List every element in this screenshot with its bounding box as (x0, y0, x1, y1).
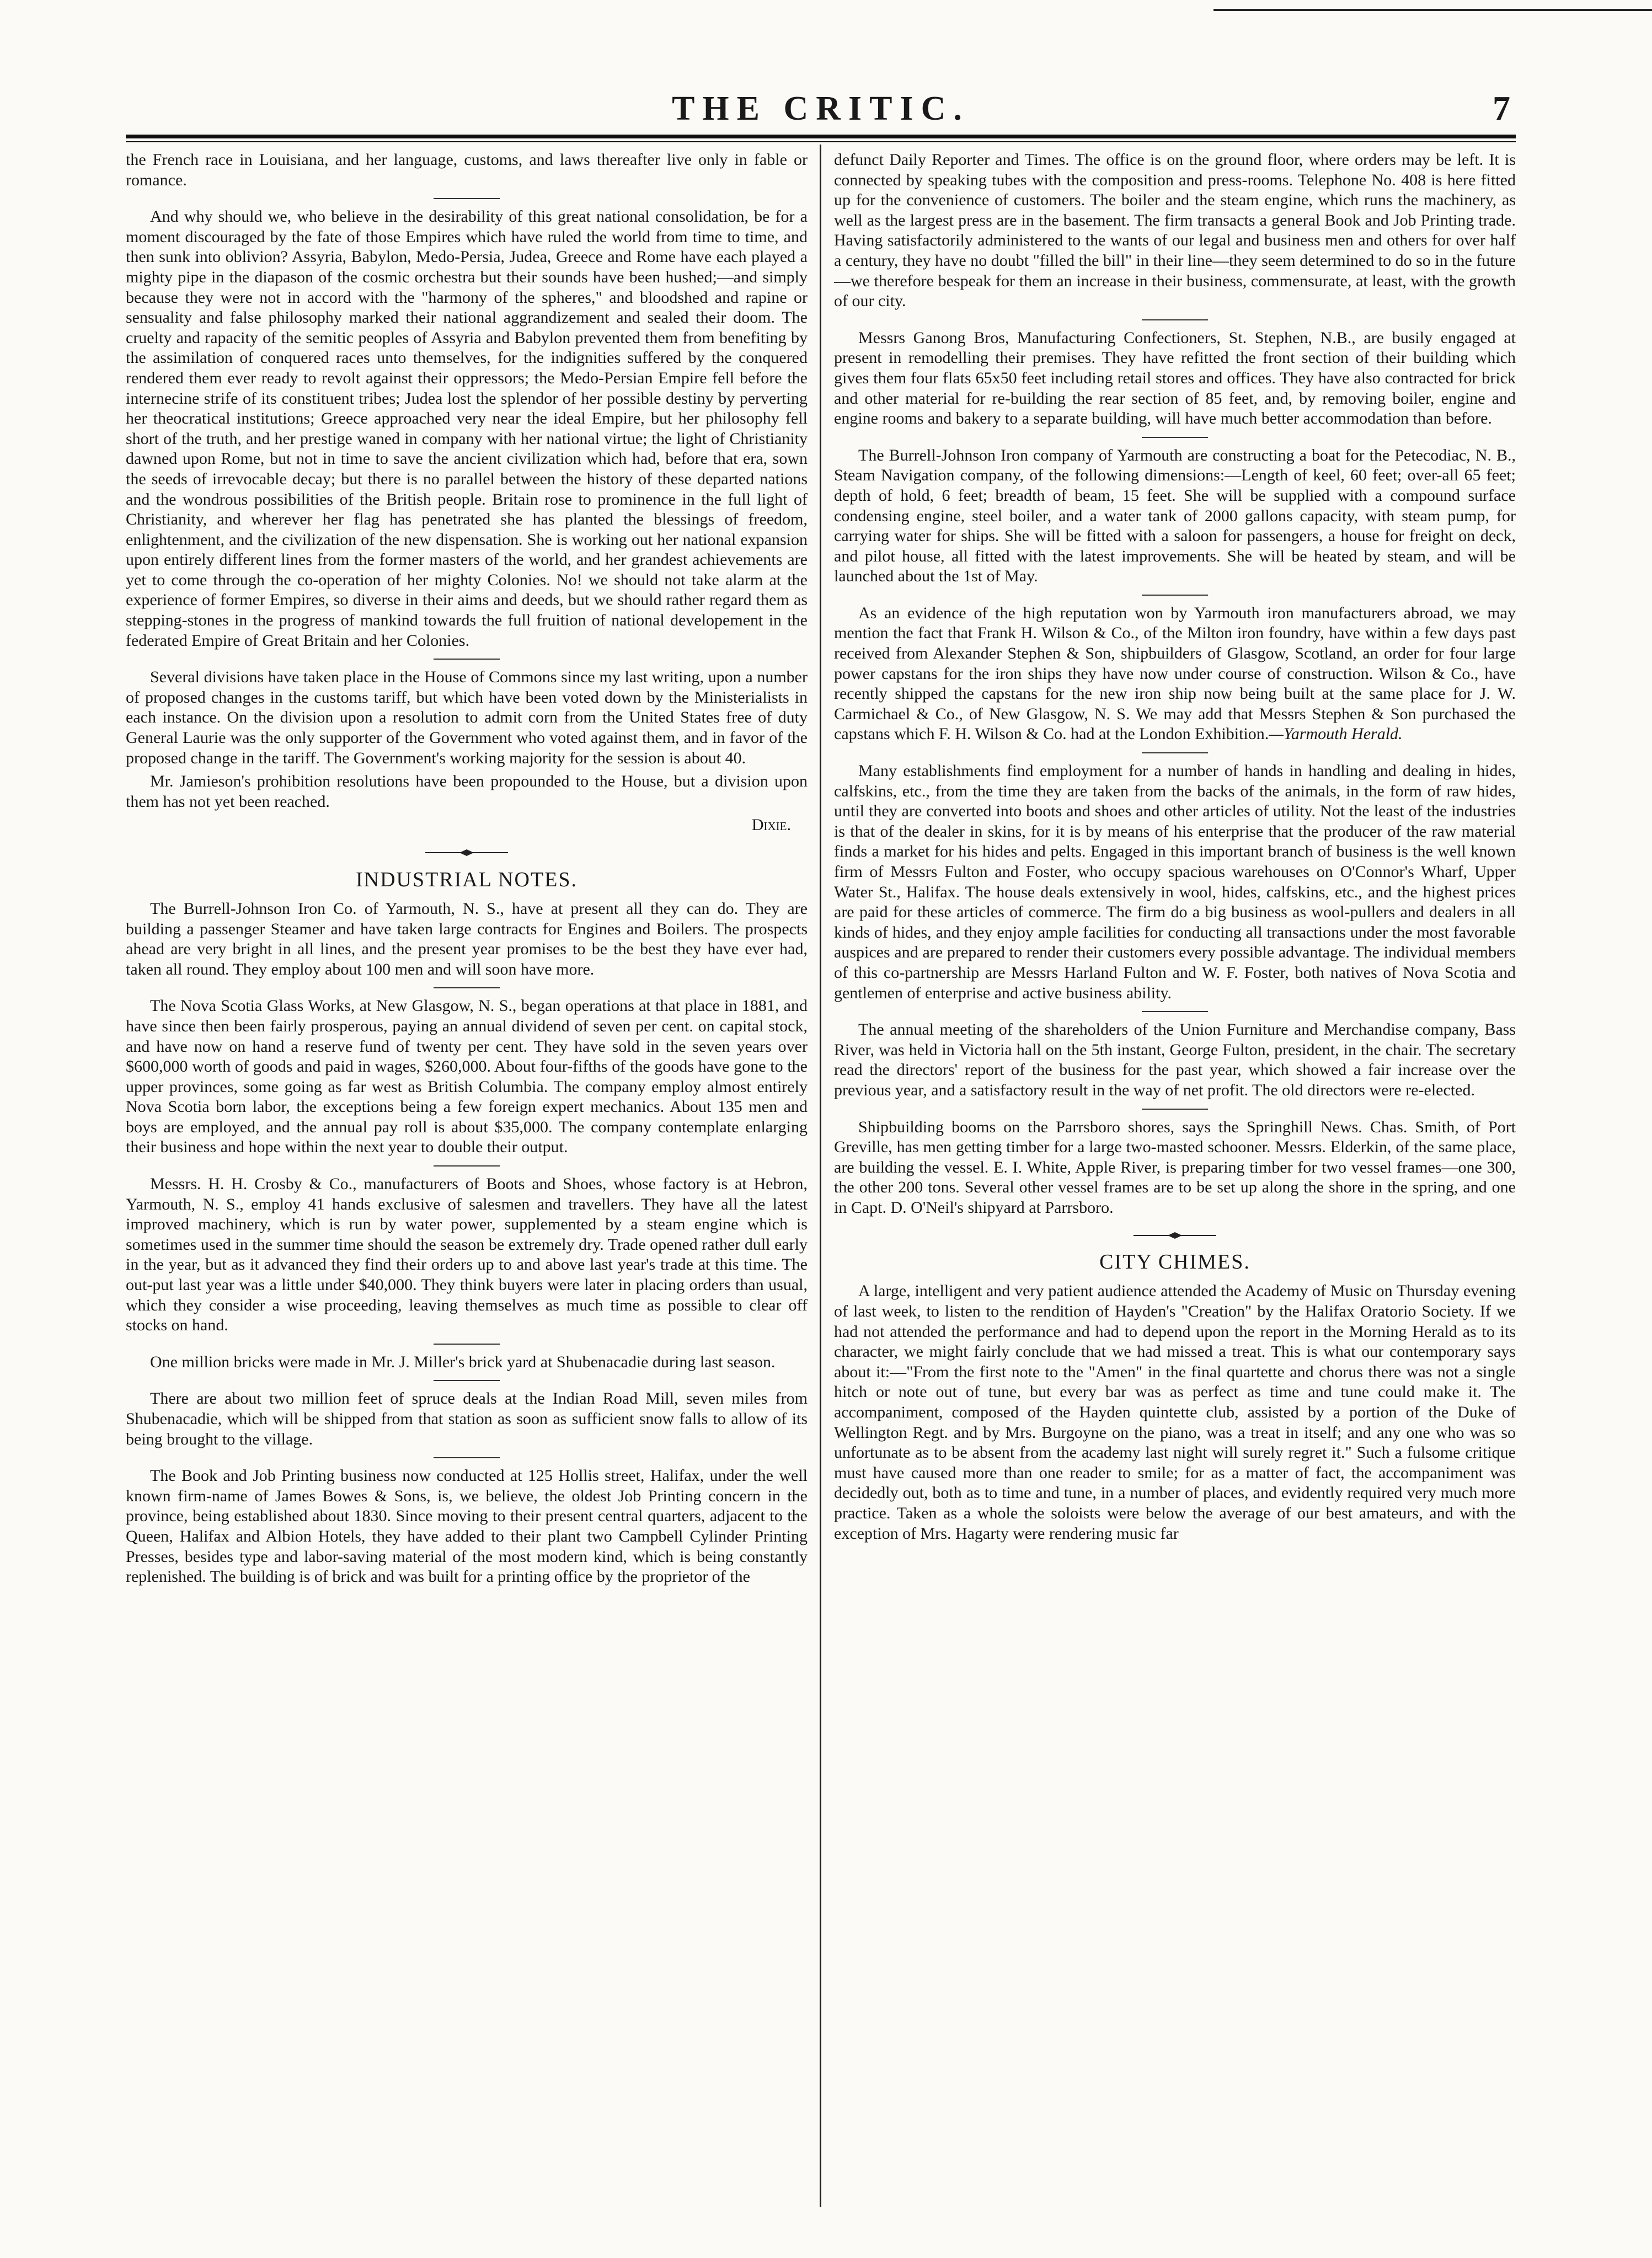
note-bricks: One million bricks were made in Mr. J. Miller's brick yard at Shubenacadie during last season. (150, 1352, 776, 1371)
note-capstans-source: —Yarmouth Herald. (1269, 725, 1403, 743)
separator-rule (1142, 437, 1208, 438)
separator-rule (1142, 319, 1208, 320)
note-ganong: Messrs Ganong Bros, Manufacturing Confectioners, St. Stephen, N.B., are busily engaged at present in remodelling their premises. They have refitted the front section of their building which gives them four flats 65x50 feet including retail stores and offices. They have also contracted for brick and other material for re-building the rear section of 85 feet, and, by removing boiler, engine and engine rooms and bakery to a separate building, will have much better accommodation than before. (834, 328, 1516, 428)
note-job-printing: The Book and Job Printing business now conducted at 125 Hollis street, Halifax, under the well known firm-name of James Bowes & Sons, is, we believe, the oldest Job Printing concern in the province, being established about 1830. Since moving to their present central quarters, adjacent to the Queen, Halifax and Albion Hotels, they have added to their plant two Campbell Cylinder Printing Presses, besides type and labor-saving material of the most modern kind, which is being constantly replenished. The building is of brick and was built for a printing office by the proprietor of the (126, 1467, 808, 1586)
note-creation-review: A large, intelligent and very patient audience attended the Academy of Music on Thursday evening of last week, to listen to the rendition of Hayden's "Creation" by the Halifax Oratorio Society. If we had not attended the performance and had to depend upon the report in the Morning Herald as to its character, we might fairly conclude that we had missed a treat. This is what our contemporary says about it:—"From the first note to the "Amen" in the final quartette and chorus there was not a single hitch or note out of tune, but every bar was as perfect as time and tune could make it. The accompaniment, composed of the Hayden quintette club, assisted by a portion of the Duke of Wellington Regt. and by Mrs. Burgoyne on the piano, was a treat in itself; and any one who was so unfortunate as to be absent from the academy last night will surely regret it." Such a fulsome critique must have caused more than one reader to smile; for as a matter of fact, the accompaniment was decidedly out, both as to time and tune, in a number of places, and evidently required very much more practice. Taken as a whole the soloists were below the average of our best amateurs, and with the exception of Mrs. Hagarty were rendering music far (834, 1282, 1516, 1543)
note-shipbuilding: Shipbuilding booms on the Parrsboro shores, says the Springhill News. Chas. Smith, of Port Greville, has men getting timber for a large two-masted schooner. Messrs. Elderkin, of the same place, are building the vessel. E. I. White, Apple River, is preparing timber for two vessel frames—one 300, the other 200 tons. Several other vessel frames are to be set up along the shore in the spring, and one in Capt. D. O'Neil's shipyard at Parrsboro. (834, 1117, 1516, 1217)
separator-rule (434, 987, 500, 988)
masthead (126, 86, 1516, 136)
separator-rule (1142, 595, 1208, 596)
left-column (126, 150, 808, 1591)
note-crosby: Messrs. H. H. Crosby & Co., manufacturers of Boots and Shoes, whose factory is at Hebron, Yarmouth, N. S., employ 41 hands exclusive of salesmen and travellers. They have all the latest improved machinery, which is run by water power, supplemented by a steam engine which is sometimes used in the summer time should the season be extremely dry. Trade opened rather dull early in the year, but as it advanced they find their orders up to and above last year's trade at this time. The out-put last year was a little under $40,000. They think buyers were later in placing orders than usual, which they consider a wise proceeding, leaving themselves as much time as possible to clear off stocks on hand. (126, 1175, 808, 1335)
section-heading-industrial-notes: INDUSTRIAL NOTES. (355, 868, 578, 891)
separator-rule (1142, 1011, 1208, 1012)
note-capstans-text: As an evidence of the high reputation won by Yarmouth iron manufacturers abroad, we may mention the fact that Frank H. Wilson & Co., of the Milton iron foundry, have within a few days past received from Alexander Stephen & Son, shipbuilders of Glasgow, Scotland, an order for four large power capstans for the iron ships they have now under course of construction. Wilson & Co., have recently shipped the capstans for the new iron ship now being built at the same place for J. W. Carmichael & Co., of New Glasgow, N. S. We may add that Messrs Stephen & Son purchased the capstans which F. H. Wilson & Co. had at the London Exhibition. (834, 603, 1516, 743)
ornament-divider (834, 1225, 1516, 1245)
note-spruce-deals: There are about two million feet of spruce deals at the Indian Road Mill, seven miles from Shubenacadie, which will be shipped from that station as soon as sufficient snow falls to allow of its being brought to the village. (126, 1389, 808, 1448)
separator-rule (434, 1457, 500, 1458)
masthead-rule-thin (126, 141, 1516, 142)
section-heading-city-chimes: CITY CHIMES. (1099, 1250, 1250, 1274)
note-hides: Many establishments find employment for a number of hands in handling and dealing in hides, calfskins, etc., from the time they are taken from the backs of the animals, in the form of raw hides, until they are converted into boots and shoes and other articles of utility. Not the least of the industries is that of the dealer in skins, for it is by means of his enterprise that the producer of the raw material finds a market for his hides and pelts. Engaged in this important branch of business is the well known firm of Messrs Fulton and Foster, who occupy spacious warehouses on O'Connor's Wharf, Upper Water St., Halifax. The house deals extensively in wool, hides, calfskins, etc., and the highest prices are paid for these articles of commerce. The firm do a big business as wool-pullers and dealers in all kinds of hides, and they enjoy ample facilities for conducting all transactions under the most favorable auspices and are prepared to render their customers every possible advantage. The individual members of this co-partnership are Messrs Harland Fulton and W. F. Foster, both natives of Nova Scotia and gentlemen of enterprise and active business ability. (834, 762, 1516, 1002)
column-divider (820, 145, 821, 2207)
separator-rule (434, 1165, 500, 1167)
separator-rule (434, 1380, 500, 1381)
note-glass-works: The Nova Scotia Glass Works, at New Glasgow, N. S., began operations at that place in 1881, and have since then been fairly prosperous, paying an annual dividend of seven per cent. on capital stock, and have now on hand a reserve fund of twenty per cent. They have sold in the seven years over $600,000 worth of goods and paid in wages, $260,000. About four-fifths of the goods have gone to the upper provinces, some going as far west as British Columbia. The company employ almost entirely Nova Scotia born labor, the exceptions being a few foreign expert mechanics. About 135 men and boys are employed, and the annual pay roll is about $35,000. The company contemplate enlarging their business and hope within the next year to double their output. (126, 997, 808, 1157)
separator-rule (1142, 752, 1208, 753)
masthead-rule-thick (126, 135, 1516, 138)
note-capstans (834, 603, 1516, 745)
top-edge-rule (1213, 9, 1652, 11)
note-union-furniture: The annual meeting of the shareholders of the Union Furniture and Merchandise company, Bass River, was held in Victoria hall on the 5th instant, George Fulton, president, in the chair. The secretary read the directors' report of the business for the past year, which showed a fair increase over the previous year, and a satisfactory result in the way of net profit. The old directors were re-elected. (834, 1020, 1516, 1099)
author-signature: Dixie. (751, 816, 791, 834)
paragraph-empires: And why should we, who believe in the desirability of this great national consolidation, be for a moment discouraged by the fate of those Empires which have ruled the world from time to time, and then sunk into oblivion? Assyria, Babylon, Medo-Persia, Judea, Greece and Rome have each played a mighty pipe in the diapason of the cosmic orchestra but their sounds have been hushed;—and simply because they were not in accord with the "harmony of the spheres," and bloodshed and rapine or sensuality and false philosophy marked their national aggrandizement and sealed their doom. The cruelty and rapacity of the semitic peoples of Assyria and Babylon prevented them from benefiting by the assimilation of conquered races unto themselves, for the indignities suffered by the conquered rendered them ever ready to revolt against their oppressors; the Medo-Persian Empire fell before the internecine strife of its constituent tribes; Judea lost the splendor of her possible destiny by perverting her theocratical institutions; Greece approached very near the ideal Empire, but her philosophy fell short of the truth, and her prestige waned in company with her national virtue; the light of Christianity dawned upon Rome, but not in time to save the ancient civilization which had, before that era, sown the seeds of irrevocable decay; but there is no parallel between the history of these departed nations and the wondrous possibilities of the British people. Britain rose to prominence in the full light of Christianity, and wherever her flag has penetrated she has planted the blessings of freedom, enlightenment, and the civilization of the new dispensation. She is working out her national expansion upon entirely different lines from the former masters of the world, and her grandest achievements are yet to come through the co-operation of her mighty Colonies. No! we should not take alarm at the experience of former Empires, so diverse in their aims and deeds, but we should rather regard them as stepping-stones in the progress of mankind towards the full fruition of national developement in the federated Empire of Great Britain and her Colonies. (126, 207, 808, 650)
paragraph-commons: Several divisions have taken place in the House of Commons since my last writing, upon a number of proposed changes in the customs tariff, but which have been voted down by the Ministerialists in each instance. On the division upon a resolution to admit corn from the United States free of duty General Laurie was the only supporter of the Government who voted against them, and in favor of the proposed change in the tariff. The Government's working majority for the session is about 40. (126, 668, 808, 767)
ornament-divider (126, 842, 808, 863)
separator-rule (434, 1344, 500, 1345)
continued-paragraph: the French race in Louisiana, and her language, customs, and laws thereafter live only in fable or romance. (126, 151, 808, 189)
paragraph-jamieson: Mr. Jamieson's prohibition resolutions have been propounded to the House, but a division upon them has not yet been reached. (126, 772, 808, 811)
right-column (834, 150, 1516, 1547)
separator-rule (434, 198, 500, 199)
continued-paragraph-printing: defunct Daily Reporter and Times. The office is on the ground floor, where orders may be left. It is connected by speaking tubes with the composition and press-rooms. Telephone No. 408 is here fitted up for the convenience of customers. The boiler and the steam engine, which runs the machinery, as well as the largest press are in the basement. The firm transacts a general Book and Job Printing trade. Having satisfactorily administered to the wants of our legal and business men and others for over half a century, they have no doubt "filled the bill" in their line—they seem determined to do so in the future—we therefore bespeak for them an increase in their business, commensurate, at least, with the growth of our city. (834, 151, 1516, 311)
note-burrell-johnson: The Burrell-Johnson Iron Co. of Yarmouth, N. S., have at present all they can do. They are building a passenger Steamer and have taken large contracts for Engines and Boilers. The prospects ahead are very bright in all lines, and the present year promises to be the best they have ever had, taken all round. They employ about 100 men and will soon have more. (126, 899, 808, 978)
separator-rule (434, 659, 500, 660)
note-boat: The Burrell-Johnson Iron company of Yarmouth are constructing a boat for the Petecodiac, N. B., Steam Navigation company, of the following dimensions:—Length of keel, 60 feet; over-all 65 feet; depth of hold, 6 feet; breadth of beam, 15 feet. She will be supplied with a compound surface condensing engine, steel boiler, and a water tank of 2000 gallons capacity, with steam pump, for carrying water for ships. She will be fitted with a saloon for passengers, a house for freight on deck, and pilot house, all fitted with the latest improvements. She will be heated by steam, and will be launched about the 1st of May. (834, 446, 1516, 586)
page-number: 7 (1493, 89, 1510, 128)
separator-rule (1142, 1109, 1208, 1110)
publication-title: THE CRITIC. (672, 90, 970, 127)
